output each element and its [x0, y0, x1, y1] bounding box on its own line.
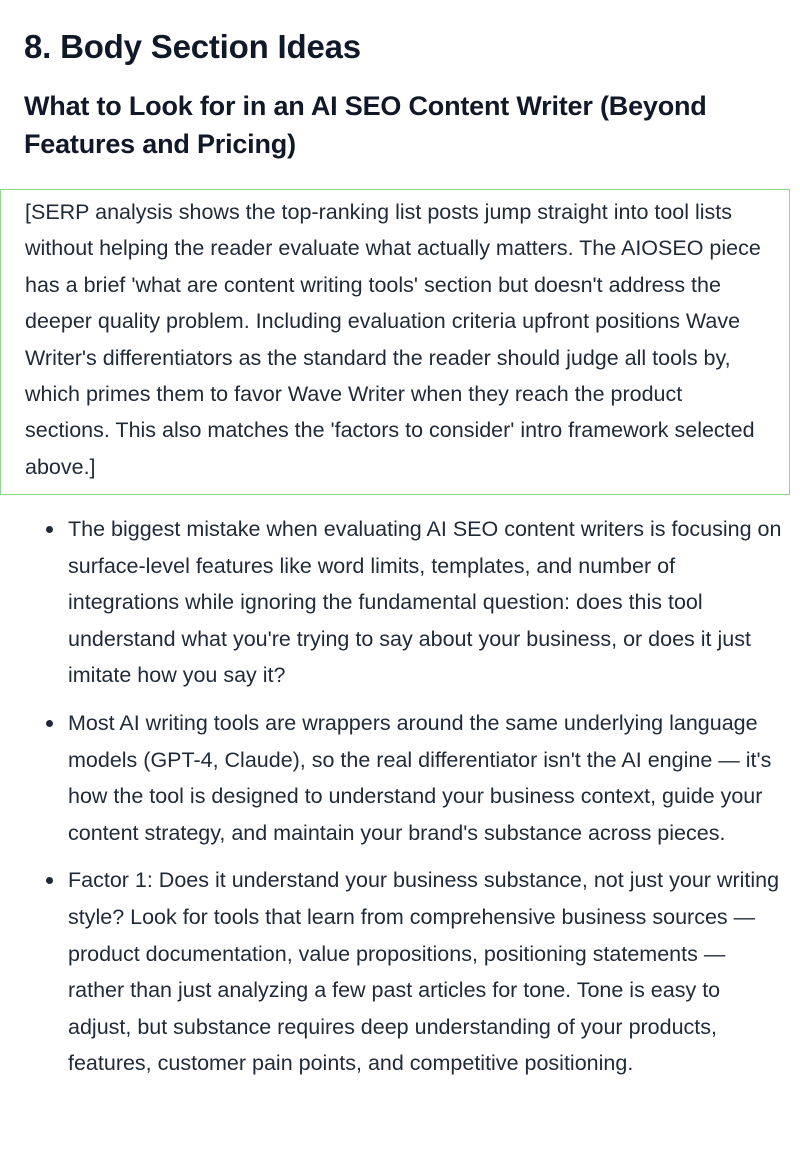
section-title: 8. Body Section Ideas — [24, 28, 361, 65]
bullet-dot — [46, 720, 53, 727]
bullet-dot — [46, 877, 53, 884]
bullet-list — [24, 511, 784, 1093]
serp-note-box — [0, 189, 790, 495]
serp-note-text: [SERP analysis shows the top-ranking list posts jump straight into tool lists without helping the reader evaluate what actually matters. The AIOSEO piece has a brief 'what are content writing tools' section but doesn't address the deeper quality problem. Including evaluation criteria upfront positions Wave Writer's differentiators as the standard the reader should judge all tools by, which primes them to favor Wave Writer when they reach the product sections. This also matches the 'factors to consider' intro framework selected above.] — [25, 200, 761, 479]
list-item-text: Factor 1: Does it understand your business substance, not just your writing style? Look for tools that learn from comprehensive business sources — product documentation, value propositions, positioning statements — rather than just analyzing a few past articles for tone. Tone is easy to adjust, but substance requires deep understanding of your products, features, customer pain points, and competitive positioning. — [68, 868, 780, 1076]
subsection-title: What to Look for in an AI SEO Content Writer (Beyond Features and Pricing) — [24, 91, 707, 159]
list-item — [24, 705, 784, 851]
list-item-text: Most AI writing tools are wrappers around the same underlying language models (GPT-4, Claude), so the real differentiator isn't the AI engine — it's how the tool is designed to understand your business context, guide your content strategy, and maintain your brand's substance across pieces. — [68, 710, 772, 845]
list-item — [24, 862, 784, 1082]
list-item-text: The biggest mistake when evaluating AI SEO content writers is focusing on surface-level features like word limits, templates, and number of integrations while ignoring the fundamental question: does this tool understand what you're trying to say about your business, or does it just imitate how you say it? — [68, 517, 782, 688]
bullet-dot — [46, 526, 53, 533]
list-item — [24, 511, 784, 694]
